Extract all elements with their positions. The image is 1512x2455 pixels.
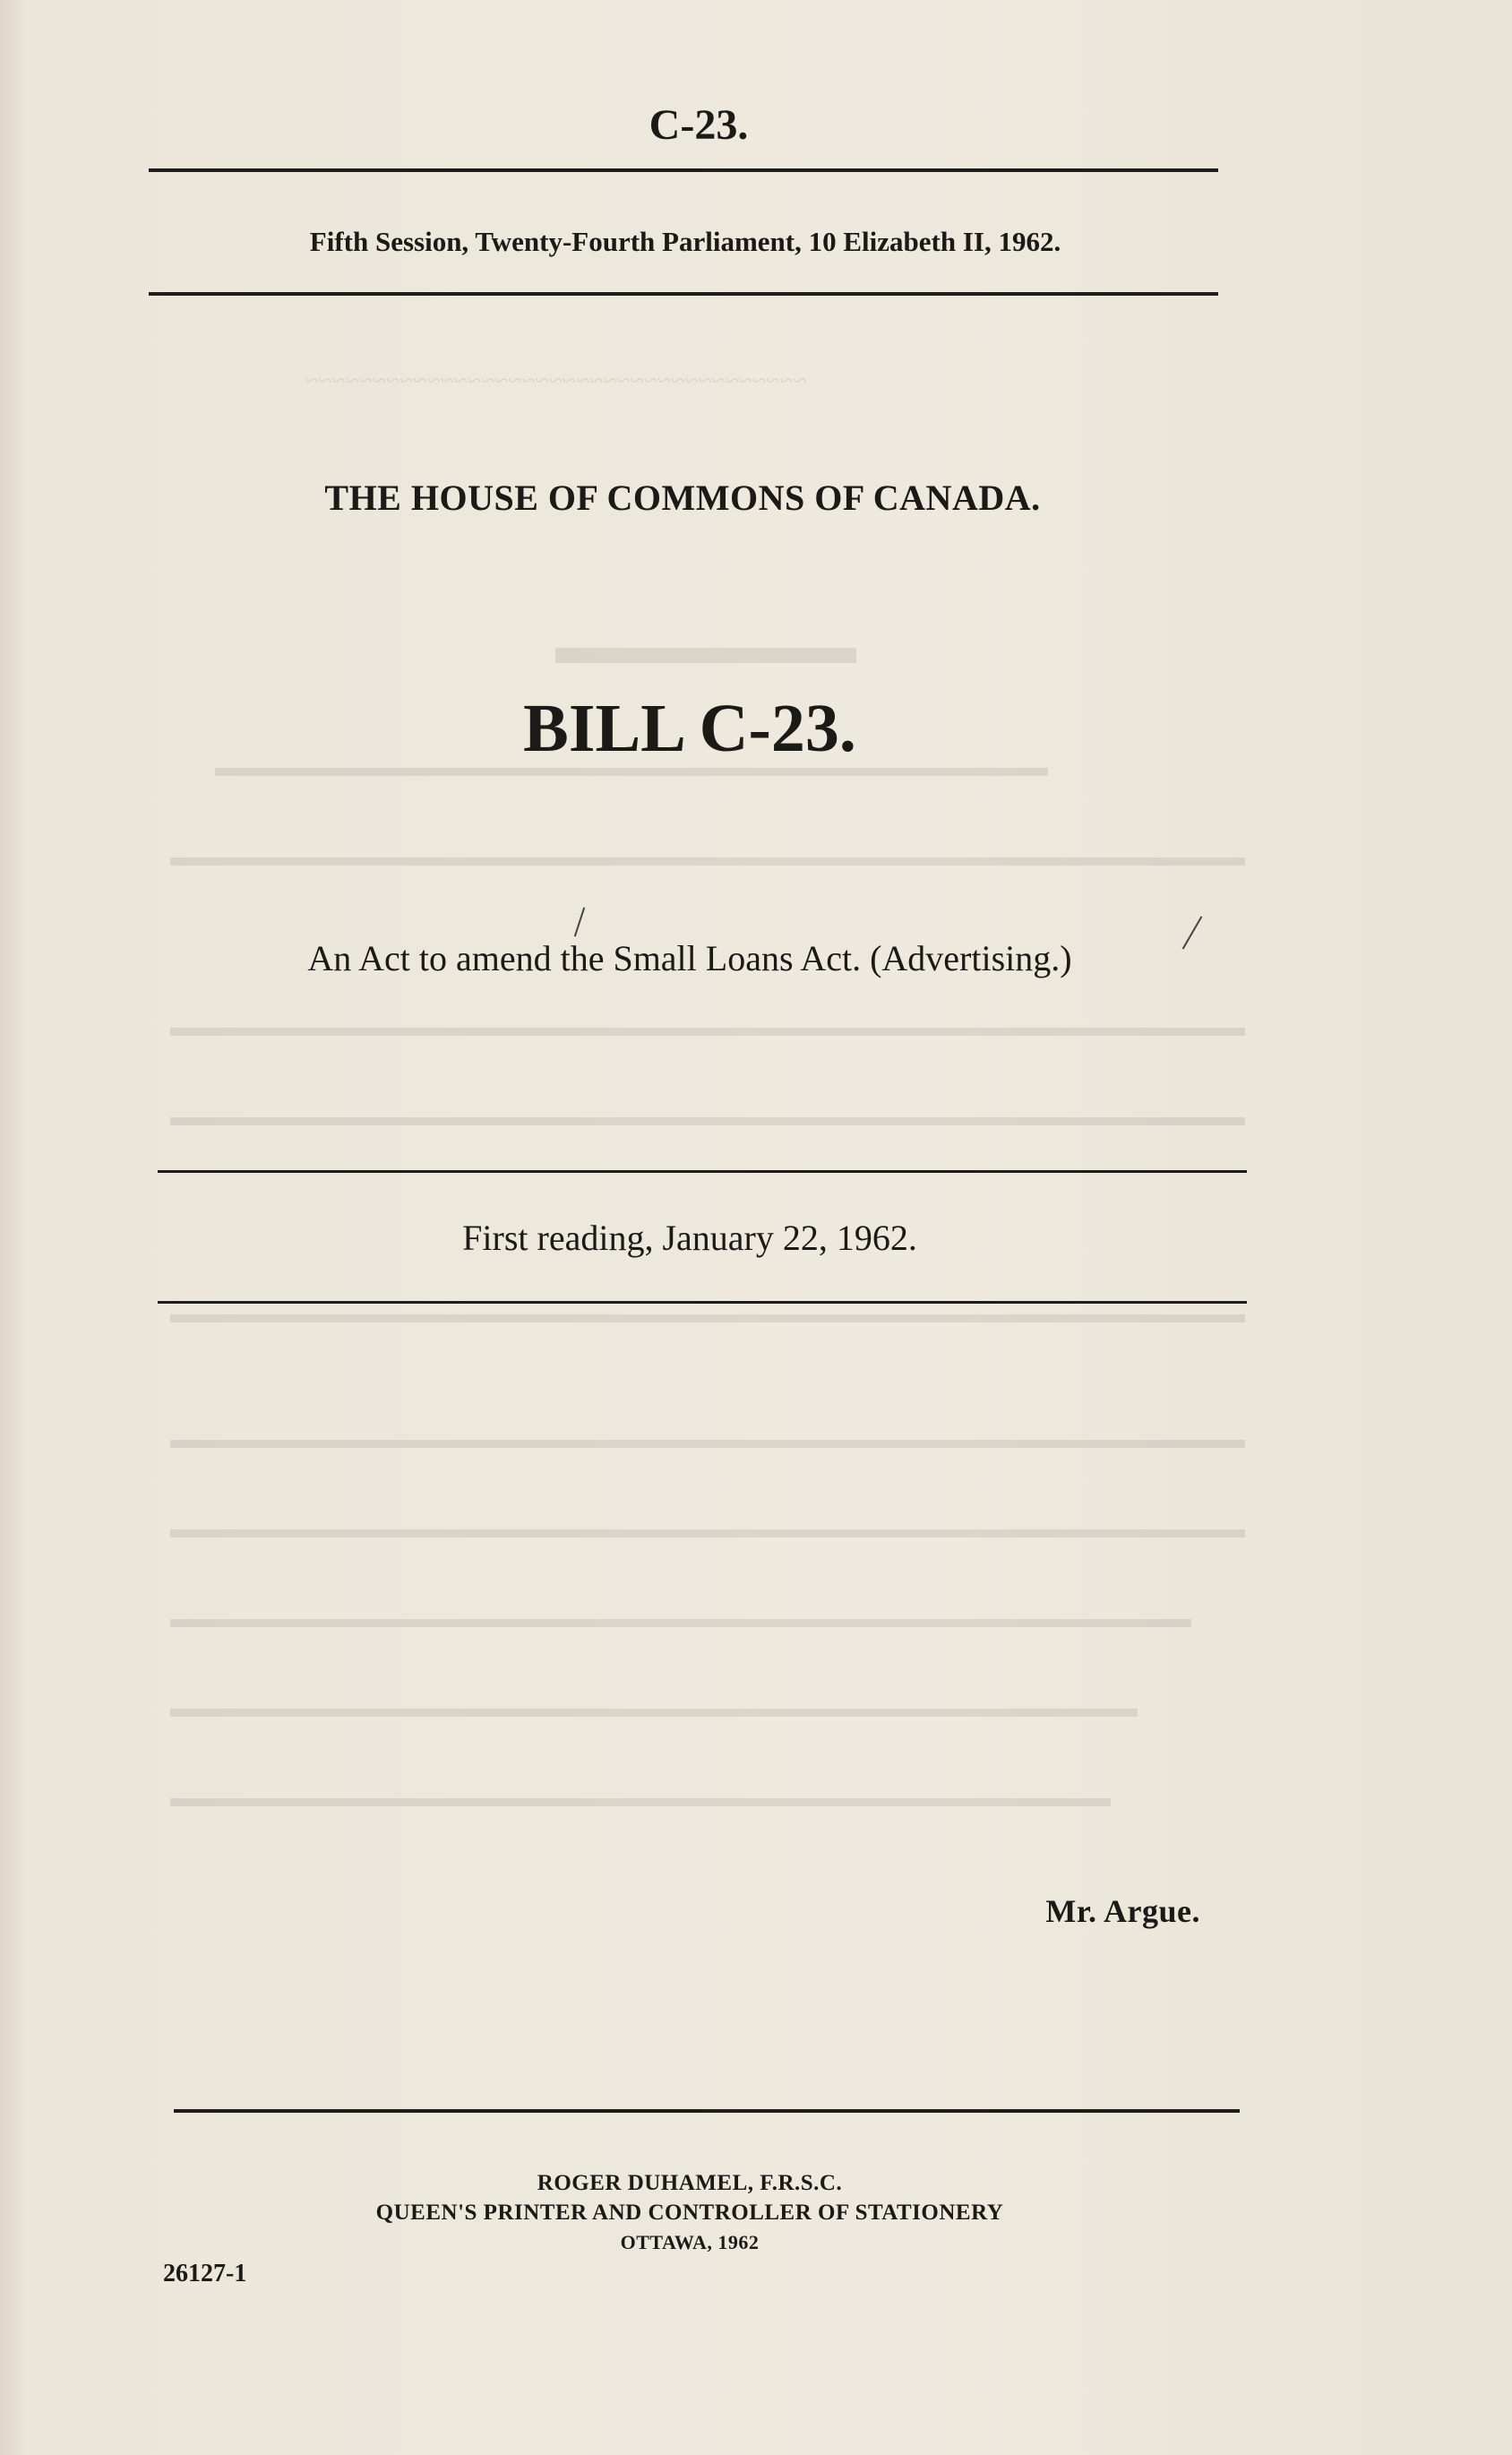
show-through-texture: ▬▬▬▬▬▬▬▬▬▬▬▬▬▬▬▬▬▬▬▬▬▬▬▬▬▬▬▬▬▬▬▬▬▬▬ [170, 1783, 1111, 1813]
show-through-texture: ▬▬▬▬▬▬▬▬▬▬▬▬▬▬▬▬▬▬▬▬▬▬▬▬▬▬▬▬▬▬▬ [215, 753, 1048, 782]
reading-top-rule [158, 1170, 1247, 1173]
pencil-mark [574, 908, 585, 937]
footer-rule-thick [174, 2109, 1240, 2113]
show-through-texture: ▬▬▬▬▬▬▬▬▬▬▬▬▬▬▬▬▬▬▬▬▬▬▬▬▬▬▬▬▬▬▬▬▬▬▬▬▬▬▬▬ [170, 1102, 1245, 1132]
act-title: An Act to amend the Small Loans Act. (Advertising.) [307, 938, 1072, 978]
show-through-texture: ▬▬▬▬▬▬▬▬▬▬▬▬▬▬▬▬▬▬▬▬▬▬▬▬▬▬▬▬▬▬▬▬▬▬▬▬▬▬ [170, 1604, 1191, 1633]
bill-title: BILL C-23. [523, 691, 856, 766]
document-code: 26127-1 [163, 2260, 247, 2287]
show-through-texture: ▬▬▬▬▬▬▬▬▬▬▬▬▬▬▬▬▬▬▬▬▬▬▬▬▬▬▬▬▬▬▬▬▬▬▬▬▬▬▬▬ [170, 1514, 1245, 1544]
printer-office: QUEEN'S PRINTER AND CONTROLLER OF STATIONERY [375, 2201, 1004, 2225]
show-through-texture: ▬▬▬▬▬▬▬▬▬▬▬▬▬▬▬▬▬▬▬▬▬▬▬▬▬▬▬▬▬▬▬▬▬▬▬▬▬▬▬▬ [170, 842, 1245, 872]
printer-imprint [0, 2168, 1379, 2257]
house-title: THE HOUSE OF COMMONS OF CANADA. [324, 478, 1041, 518]
sponsor-name: Mr. Argue. [1045, 1893, 1200, 1929]
show-through-texture: ~~~~~~~~~~~~~~~~~~~~~~~~~~~~~~~~~~~~~ [305, 367, 807, 395]
show-through-texture: ▬▬▬▬▬▬▬▬▬▬▬▬▬▬▬▬▬▬▬▬▬▬▬▬▬▬▬▬▬▬▬▬▬▬▬▬▬▬▬▬ [170, 1012, 1245, 1042]
bill-number-header: C-23. [649, 101, 749, 149]
top-rule [149, 168, 1218, 172]
first-reading: First reading, January 22, 1962. [462, 1218, 917, 1258]
show-through-texture: ▬▬▬▬▬▬▬▬▬▬▬▬▬▬▬▬▬▬▬▬▬▬▬▬▬▬▬▬▬▬▬▬▬▬▬▬▬▬▬▬ [170, 1425, 1245, 1454]
printer-name: ROGER DUHAMEL, F.R.S.C. [537, 2171, 843, 2195]
show-through-texture: ▬▬▬▬▬▬▬▬▬▬▬▬▬▬▬▬▬▬▬▬▬▬▬▬▬▬▬▬▬▬▬▬▬▬▬▬▬▬▬▬ [170, 1299, 1245, 1329]
session-rule [149, 292, 1218, 296]
show-through-texture: ▬▬▬▬▬▬▬▬▬▬▬▬▬▬▬▬▬▬▬▬▬▬▬▬▬▬▬▬▬▬▬▬▬▬▬▬ [170, 1693, 1138, 1723]
reading-bottom-rule [158, 1301, 1247, 1304]
session-line: Fifth Session, Twenty-Fourth Parliament, 10 Elizabeth II, 1962. [309, 226, 1061, 257]
printer-city: OTTAWA, 1962 [620, 2231, 760, 2253]
show-through-texture: ▬▬▬▬▬▬ [555, 619, 856, 675]
